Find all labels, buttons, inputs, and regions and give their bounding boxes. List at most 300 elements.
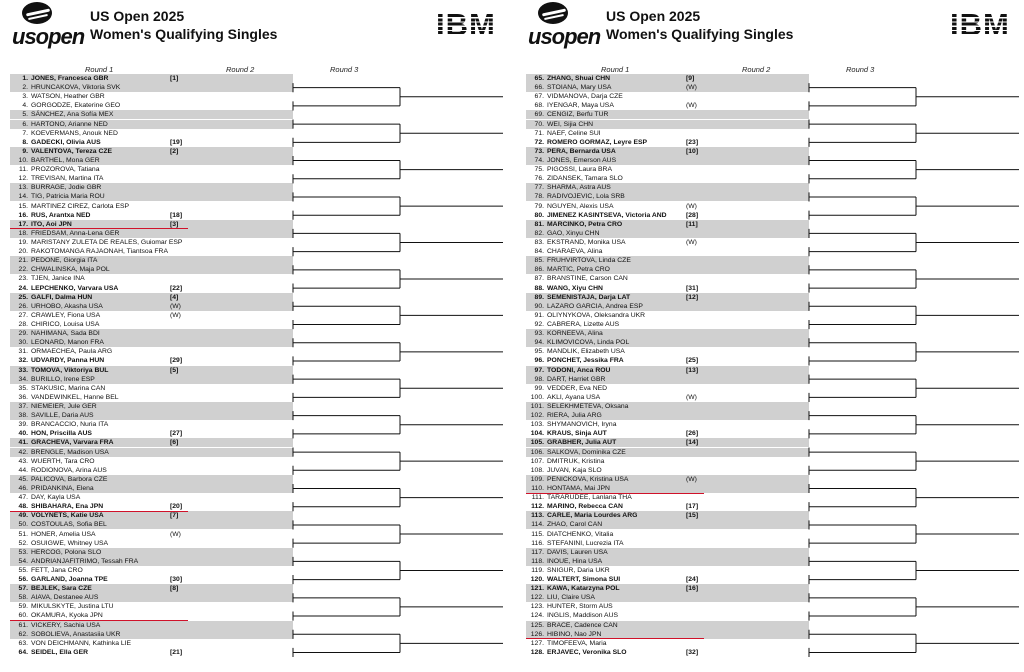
player-name: IYENGAR, Maya USA <box>547 102 614 110</box>
draw-entry <box>10 284 293 293</box>
draw-entry <box>526 311 809 320</box>
seed-tag: [23] <box>686 138 699 146</box>
draw-position: 39. <box>18 421 28 429</box>
draw-position: 101. <box>530 402 544 410</box>
draw-position: 49. <box>18 512 28 520</box>
draw-position: 120. <box>530 576 544 584</box>
draw-position: 107. <box>530 457 544 465</box>
player-name: MARTIC, Petra CRO <box>547 266 610 274</box>
draw-position: 88. <box>534 284 544 292</box>
draw-position: 36. <box>18 393 28 401</box>
draw-entry <box>10 575 293 584</box>
draw-position: 53. <box>18 548 28 556</box>
draw-entry <box>526 138 809 147</box>
event-title: US Open 2025 <box>606 8 701 24</box>
draw-entry <box>526 429 809 438</box>
player-name: PENICKOVA, Kristina USA <box>547 475 629 483</box>
player-name: INOUE, Hina USA <box>547 557 603 565</box>
draw-position: 80. <box>534 211 544 219</box>
round-2-label: Round 2 <box>226 65 255 74</box>
draw-entry <box>526 575 809 584</box>
draw-entry <box>10 448 293 457</box>
draw-entry <box>10 338 293 347</box>
draw-entry <box>10 520 293 529</box>
player-name: NAEF, Celine SUI <box>547 129 601 137</box>
player-name: MARTINEZ CIREZ, Carlota ESP <box>31 202 130 210</box>
seed-tag: [22] <box>170 284 183 292</box>
seed-tag: (W) <box>686 475 697 483</box>
draw-position: 19. <box>18 238 28 246</box>
round-1-label: Round 1 <box>85 65 114 74</box>
draw-position: 124. <box>530 612 544 620</box>
player-name: HERCOG, Polona SLO <box>31 548 102 556</box>
draw-position: 104. <box>530 430 544 438</box>
draw-entry <box>526 411 809 420</box>
player-name: VIDMANOVA, Darja CZE <box>547 93 623 101</box>
draw-position: 62. <box>18 630 28 638</box>
draw-position: 77. <box>534 184 544 192</box>
round-2-label: Round 2 <box>742 65 771 74</box>
player-name: JUVAN, Kaja SLO <box>547 466 602 474</box>
draw-position: 22. <box>18 266 28 274</box>
player-name: ORMAECHEA, Paula ARG <box>31 348 113 356</box>
seed-tag: [19] <box>170 138 183 146</box>
player-name: ROMERO GORMAZ, Leyre ESP <box>547 138 648 146</box>
draw-position: 67. <box>534 93 544 101</box>
draw-position: 31. <box>18 348 28 356</box>
player-name: TIMOFEEVA, Maria <box>547 639 607 647</box>
player-name: STEFANINI, Lucrezia ITA <box>547 539 624 547</box>
seed-tag: [20] <box>170 503 183 511</box>
draw-position: 59. <box>18 603 28 611</box>
draw-position: 78. <box>534 193 544 201</box>
seed-tag: [3] <box>170 220 179 228</box>
player-name: WEI, Sijia CHN <box>547 120 594 128</box>
player-name: HARTONO, Arianne NED <box>31 120 108 128</box>
draw-position: 81. <box>534 220 544 228</box>
draw-entry <box>526 448 809 457</box>
draw-position: 45. <box>18 475 28 483</box>
draw-entry <box>526 621 809 630</box>
player-name: SOBOLIEVA, Anastasiia UKR <box>31 630 121 638</box>
draw-entry <box>526 183 809 192</box>
player-name: CHARAEVA, Alina <box>547 248 603 256</box>
draw-position: 54. <box>18 557 28 565</box>
player-name: WUERTH, Tara CRO <box>31 457 95 465</box>
seed-tag: [10] <box>686 147 699 155</box>
event-subtitle: Women's Qualifying Singles <box>90 26 278 42</box>
draw-position: 84. <box>534 248 544 256</box>
seed-tag: (W) <box>170 302 181 310</box>
seed-tag: [14] <box>686 439 699 447</box>
draw-position: 41. <box>18 439 28 447</box>
draw-entry <box>10 356 293 365</box>
draw-entry <box>526 548 809 557</box>
draw-position: 33. <box>18 366 28 374</box>
draw-entry <box>10 347 293 356</box>
seed-tag: [7] <box>170 512 179 520</box>
player-name: VANDEWINKEL, Hanne BEL <box>31 393 119 401</box>
player-name: LEONARD, Manon FRA <box>31 339 104 347</box>
player-name: VEDDER, Eva NED <box>547 384 608 392</box>
draw-position: 2. <box>22 84 28 92</box>
draw-position: 114. <box>531 521 544 529</box>
seed-tag: (W) <box>170 311 181 319</box>
draw-entry <box>10 466 293 475</box>
draw-position: 8. <box>22 138 28 146</box>
draw-entry <box>526 256 809 265</box>
draw-entry <box>526 202 809 211</box>
player-name: INGLIS, Maddison AUS <box>547 612 619 620</box>
player-name: STOIANA, Mary USA <box>547 84 612 92</box>
draw-position: 28. <box>18 320 28 328</box>
seed-tag: (W) <box>686 238 697 246</box>
seed-tag: [27] <box>170 430 183 438</box>
seed-tag: [6] <box>170 439 179 447</box>
player-name: GRABHER, Julia AUT <box>547 439 617 447</box>
draw-entry <box>526 302 809 311</box>
draw-entry <box>10 584 293 593</box>
draw-position: 27. <box>18 311 28 319</box>
seed-tag: [15] <box>686 512 699 520</box>
draw-entry <box>10 229 293 238</box>
draw-entry <box>526 502 809 511</box>
player-name: CHWALINSKA, Maja POL <box>31 266 110 274</box>
tennis-ball-logo-icon <box>22 2 52 24</box>
seed-tag: [16] <box>686 585 699 593</box>
player-name: HON, Priscilla AUS <box>31 430 92 438</box>
draw-entry <box>526 347 809 356</box>
draw-position: 20. <box>18 248 28 256</box>
player-name: ZHANG, Shuai CHN <box>547 75 611 82</box>
draw-entry <box>526 356 809 365</box>
player-name: HONER, Amelia USA <box>31 530 96 538</box>
draw-entry <box>526 557 809 566</box>
draw-position: 105. <box>530 439 544 447</box>
player-name: LAZARO GARCIA, Andrea ESP <box>547 302 643 310</box>
seed-tag: [21] <box>170 648 183 656</box>
draw-entry <box>10 302 293 311</box>
player-name: ERJAVEC, Veronika SLO <box>547 648 627 656</box>
draw-entry <box>526 147 809 156</box>
draw-position: 127. <box>530 639 544 647</box>
player-name: DIATCHENKO, Vitalia <box>547 530 614 538</box>
draw-entry <box>10 457 293 466</box>
draw-position: 18. <box>18 229 28 237</box>
draw-position: 44. <box>18 466 28 474</box>
player-name: TARARUDEE, Lanlana THA <box>547 494 632 502</box>
draw-entry <box>526 584 809 593</box>
draw-entry <box>526 74 809 83</box>
draw-entry <box>10 311 293 320</box>
draw-position: 79. <box>534 202 544 210</box>
draw-entry <box>526 165 809 174</box>
draw-position: 12. <box>18 175 28 183</box>
draw-position: 76. <box>534 175 544 183</box>
seed-tag: [26] <box>686 430 699 438</box>
draw-position: 7. <box>22 129 28 137</box>
draw-entry <box>526 520 809 529</box>
draw-entry <box>526 229 809 238</box>
player-name: ANDRIANJAFITRIMO, Tessah FRA <box>31 557 139 565</box>
seed-tag: [1] <box>170 75 179 82</box>
draw-entry <box>526 83 809 92</box>
draw-position: 96. <box>534 357 544 365</box>
player-name: SHIBAHARA, Ena JPN <box>31 503 104 511</box>
seed-tag: [25] <box>686 357 699 365</box>
tennis-ball-logo-icon <box>538 2 568 24</box>
draw-entry <box>10 320 293 329</box>
draw-entry <box>526 92 809 101</box>
player-name: KLIMOVICOVA, Linda POL <box>547 339 630 347</box>
player-name: DAVIS, Lauren USA <box>547 548 608 556</box>
player-name: KRAUS, Sinja AUT <box>547 430 607 438</box>
draw-position: 123. <box>530 603 544 611</box>
draw-entry <box>526 366 809 375</box>
draw-position: 108. <box>530 466 544 474</box>
event-subtitle: Women's Qualifying Singles <box>606 26 794 42</box>
draw-position: 95. <box>534 348 544 356</box>
player-name: TIG, Patricia Maria ROU <box>31 193 105 201</box>
draw-position: 30. <box>18 339 28 347</box>
player-name: JONES, Emerson AUS <box>547 156 617 164</box>
player-name: OKAMURA, Kyoka JPN <box>31 612 103 620</box>
seed-tag: (W) <box>686 202 697 210</box>
draw-entry <box>526 393 809 402</box>
draw-position: 106. <box>530 448 544 456</box>
draw-entry <box>10 411 293 420</box>
draw-entry <box>526 602 809 611</box>
draw-position: 3. <box>22 93 28 101</box>
draw-entry <box>10 420 293 429</box>
draw-position: 71. <box>534 129 544 137</box>
player-name: STAKUSIC, Marina CAN <box>31 384 106 392</box>
seed-tag: [18] <box>170 211 183 219</box>
draw-entry <box>526 648 809 657</box>
player-name: PIGOSSI, Laura BRA <box>547 166 612 174</box>
draw-entry <box>526 457 809 466</box>
ibm-logo <box>436 7 510 42</box>
draw-position: 70. <box>534 120 544 128</box>
player-name: SEIDEL, Ella GER <box>31 648 89 656</box>
draw-position: 99. <box>534 384 544 392</box>
player-name: RUS, Arantxa NED <box>31 211 91 219</box>
draw-entry <box>10 402 293 411</box>
draw-entry <box>10 293 293 302</box>
draw-entry <box>10 429 293 438</box>
draw-position: 102. <box>530 412 544 420</box>
draw-entry <box>10 202 293 211</box>
player-name: BURILLO, Irene ESP <box>31 375 95 383</box>
draw-position: 46. <box>18 484 28 492</box>
draw-entry <box>526 593 809 602</box>
draw-position: 57. <box>18 585 28 593</box>
player-name: MARCINKO, Petra CRO <box>547 220 623 228</box>
draw-entry <box>10 211 293 220</box>
draw-entry <box>10 156 293 165</box>
draw-position: 9. <box>22 147 28 155</box>
draw-position: 40. <box>18 430 28 438</box>
player-name: LIU, Claire USA <box>547 594 595 602</box>
player-name: GRACHEVA, Varvara FRA <box>31 439 114 447</box>
draw-entry <box>526 174 809 183</box>
player-name: TREVISAN, Martina ITA <box>31 175 104 183</box>
draw-entry <box>10 602 293 611</box>
draw-position: 23. <box>18 275 28 283</box>
seed-tag: (W) <box>686 102 697 110</box>
player-name: CRAWLEY, Fiona USA <box>31 311 101 319</box>
player-name: LEPCHENKO, Varvara USA <box>31 284 119 292</box>
player-name: SELEKHMETEVA, Oksana <box>547 402 629 410</box>
draw-entry <box>10 329 293 338</box>
player-name: AKLI, Ayana USA <box>547 393 601 401</box>
draw-entry <box>526 639 809 648</box>
draw-panel-right <box>516 0 1024 672</box>
draw-position: 83. <box>534 238 544 246</box>
seed-tag: [17] <box>686 503 699 511</box>
draw-position: 50. <box>18 521 28 529</box>
player-name: COSTOULAS, Sofia BEL <box>31 521 107 529</box>
player-name: BRANCACCIO, Nuria ITA <box>31 421 109 429</box>
draw-entry <box>10 192 293 201</box>
draw-position: 121. <box>530 585 544 593</box>
player-name: VALENTOVA, Tereza CZE <box>31 147 113 155</box>
player-name: SNIGUR, Daria UKR <box>547 566 610 574</box>
draw-entry <box>10 174 293 183</box>
round-1-label: Round 1 <box>601 65 630 74</box>
player-name: NGUYEN, Alexis USA <box>547 202 614 210</box>
player-name: ZIDANSEK, Tamara SLO <box>547 175 623 183</box>
player-name: WALTERT, Simona SUI <box>547 576 621 584</box>
draw-position: 110. <box>531 484 544 492</box>
player-name: ITO, Aoi JPN <box>31 220 72 228</box>
draw-position: 91. <box>534 311 544 319</box>
draw-entry <box>526 320 809 329</box>
logo-wordmark: usopen <box>528 24 601 49</box>
draw-position: 116. <box>531 539 544 547</box>
red-underline <box>526 493 704 494</box>
draw-entry <box>10 511 293 520</box>
draw-position: 100. <box>530 393 544 401</box>
draw-position: 75. <box>534 166 544 174</box>
draw-entry <box>526 530 809 539</box>
player-name: MIKULSKYTE, Justina LTU <box>31 603 114 611</box>
seed-tag: [13] <box>686 366 699 374</box>
player-name: KAWA, Katarzyna POL <box>547 585 620 593</box>
red-underline <box>10 228 188 229</box>
logo-wordmark: usopen <box>12 24 85 49</box>
draw-position: 32. <box>18 357 28 365</box>
draw-position: 61. <box>18 621 28 629</box>
draw-position: 122. <box>530 594 544 602</box>
player-name: VOLYNETS, Katie USA <box>31 512 104 520</box>
us-open-logo <box>10 0 90 48</box>
player-name: PONCHET, Jessika FRA <box>547 357 624 365</box>
draw-entry <box>526 265 809 274</box>
seed-tag: (W) <box>686 84 697 92</box>
draw-entry <box>526 284 809 293</box>
player-name: CHIRICO, Louisa USA <box>31 320 100 328</box>
seed-tag: [28] <box>686 211 699 219</box>
seed-tag: [30] <box>170 576 183 584</box>
draw-position: 85. <box>534 257 544 265</box>
player-name: BRENGLE, Madison USA <box>31 448 109 456</box>
player-name: GADECKI, Olivia AUS <box>31 138 101 146</box>
draw-position: 4. <box>22 102 28 110</box>
draw-position: 90. <box>534 302 544 310</box>
player-name: GORGODZE, Ekaterine GEO <box>31 102 121 110</box>
seed-tag: [31] <box>686 284 699 292</box>
seed-tag: [9] <box>686 75 695 82</box>
draw-position: 117. <box>531 548 544 556</box>
draw-position: 72. <box>534 138 544 146</box>
seed-tag: [8] <box>170 585 179 593</box>
player-name: BRANSTINE, Carson CAN <box>547 275 628 283</box>
player-name: TOMOVA, Viktoriya BUL <box>31 366 109 374</box>
player-name: SALKOVA, Dominika CZE <box>547 448 626 456</box>
player-name: HUNTER, Storm AUS <box>547 603 613 611</box>
draw-position: 25. <box>18 293 28 301</box>
draw-position: 109. <box>530 475 544 483</box>
draw-entry <box>526 493 809 502</box>
draw-position: 52. <box>18 539 28 547</box>
player-name: SÁNCHEZ, Ana Sofía MEX <box>31 111 114 119</box>
draw-position: 16. <box>18 211 28 219</box>
draw-position: 93. <box>534 330 544 338</box>
draw-entry <box>10 593 293 602</box>
draw-position: 113. <box>531 512 544 520</box>
player-name: FETT, Jana CRO <box>31 566 83 574</box>
draw-entry <box>10 566 293 575</box>
draw-position: 6. <box>22 120 28 128</box>
seed-tag: (W) <box>686 393 697 401</box>
draw-position: 126. <box>530 630 544 638</box>
player-name: DMITRUK, Kristina <box>547 457 605 465</box>
draw-position: 1. <box>22 75 28 82</box>
draw-position: 13. <box>18 184 28 192</box>
round-3-label: Round 3 <box>846 65 875 74</box>
draw-entry <box>526 238 809 247</box>
draw-entry <box>526 511 809 520</box>
red-underline <box>526 638 704 639</box>
player-name: BURRAGE, Jodie GBR <box>31 184 102 192</box>
draw-entry <box>10 256 293 265</box>
draw-entry <box>10 393 293 402</box>
draw-entry <box>526 129 809 138</box>
draw-entry <box>10 630 293 639</box>
draw-entry <box>10 92 293 101</box>
draw-position: 15. <box>18 202 28 210</box>
draw-entry <box>10 475 293 484</box>
draw-position: 98. <box>534 375 544 383</box>
draw-entry <box>526 156 809 165</box>
draw-entry <box>10 101 293 110</box>
player-name: CABRERA, Lizette AUS <box>547 320 620 328</box>
red-underline <box>10 620 188 621</box>
player-name: BRACE, Cadence CAN <box>547 621 618 629</box>
player-name: RADIVOJEVIC, Lola SRB <box>547 193 625 201</box>
draw-entry <box>10 639 293 648</box>
draw-entry <box>10 120 293 129</box>
player-name: PALICOVA, Barbora CZE <box>31 475 108 483</box>
draw-entry <box>10 147 293 156</box>
player-name: AIAVA, Destanee AUS <box>31 594 99 602</box>
us-open-logo <box>526 0 606 48</box>
round-3-label: Round 3 <box>330 65 359 74</box>
player-name: HRUNCAKOVA, Viktoria SVK <box>31 84 121 92</box>
player-name: WANG, Xiyu CHN <box>547 284 603 292</box>
draw-position: 34. <box>18 375 28 383</box>
